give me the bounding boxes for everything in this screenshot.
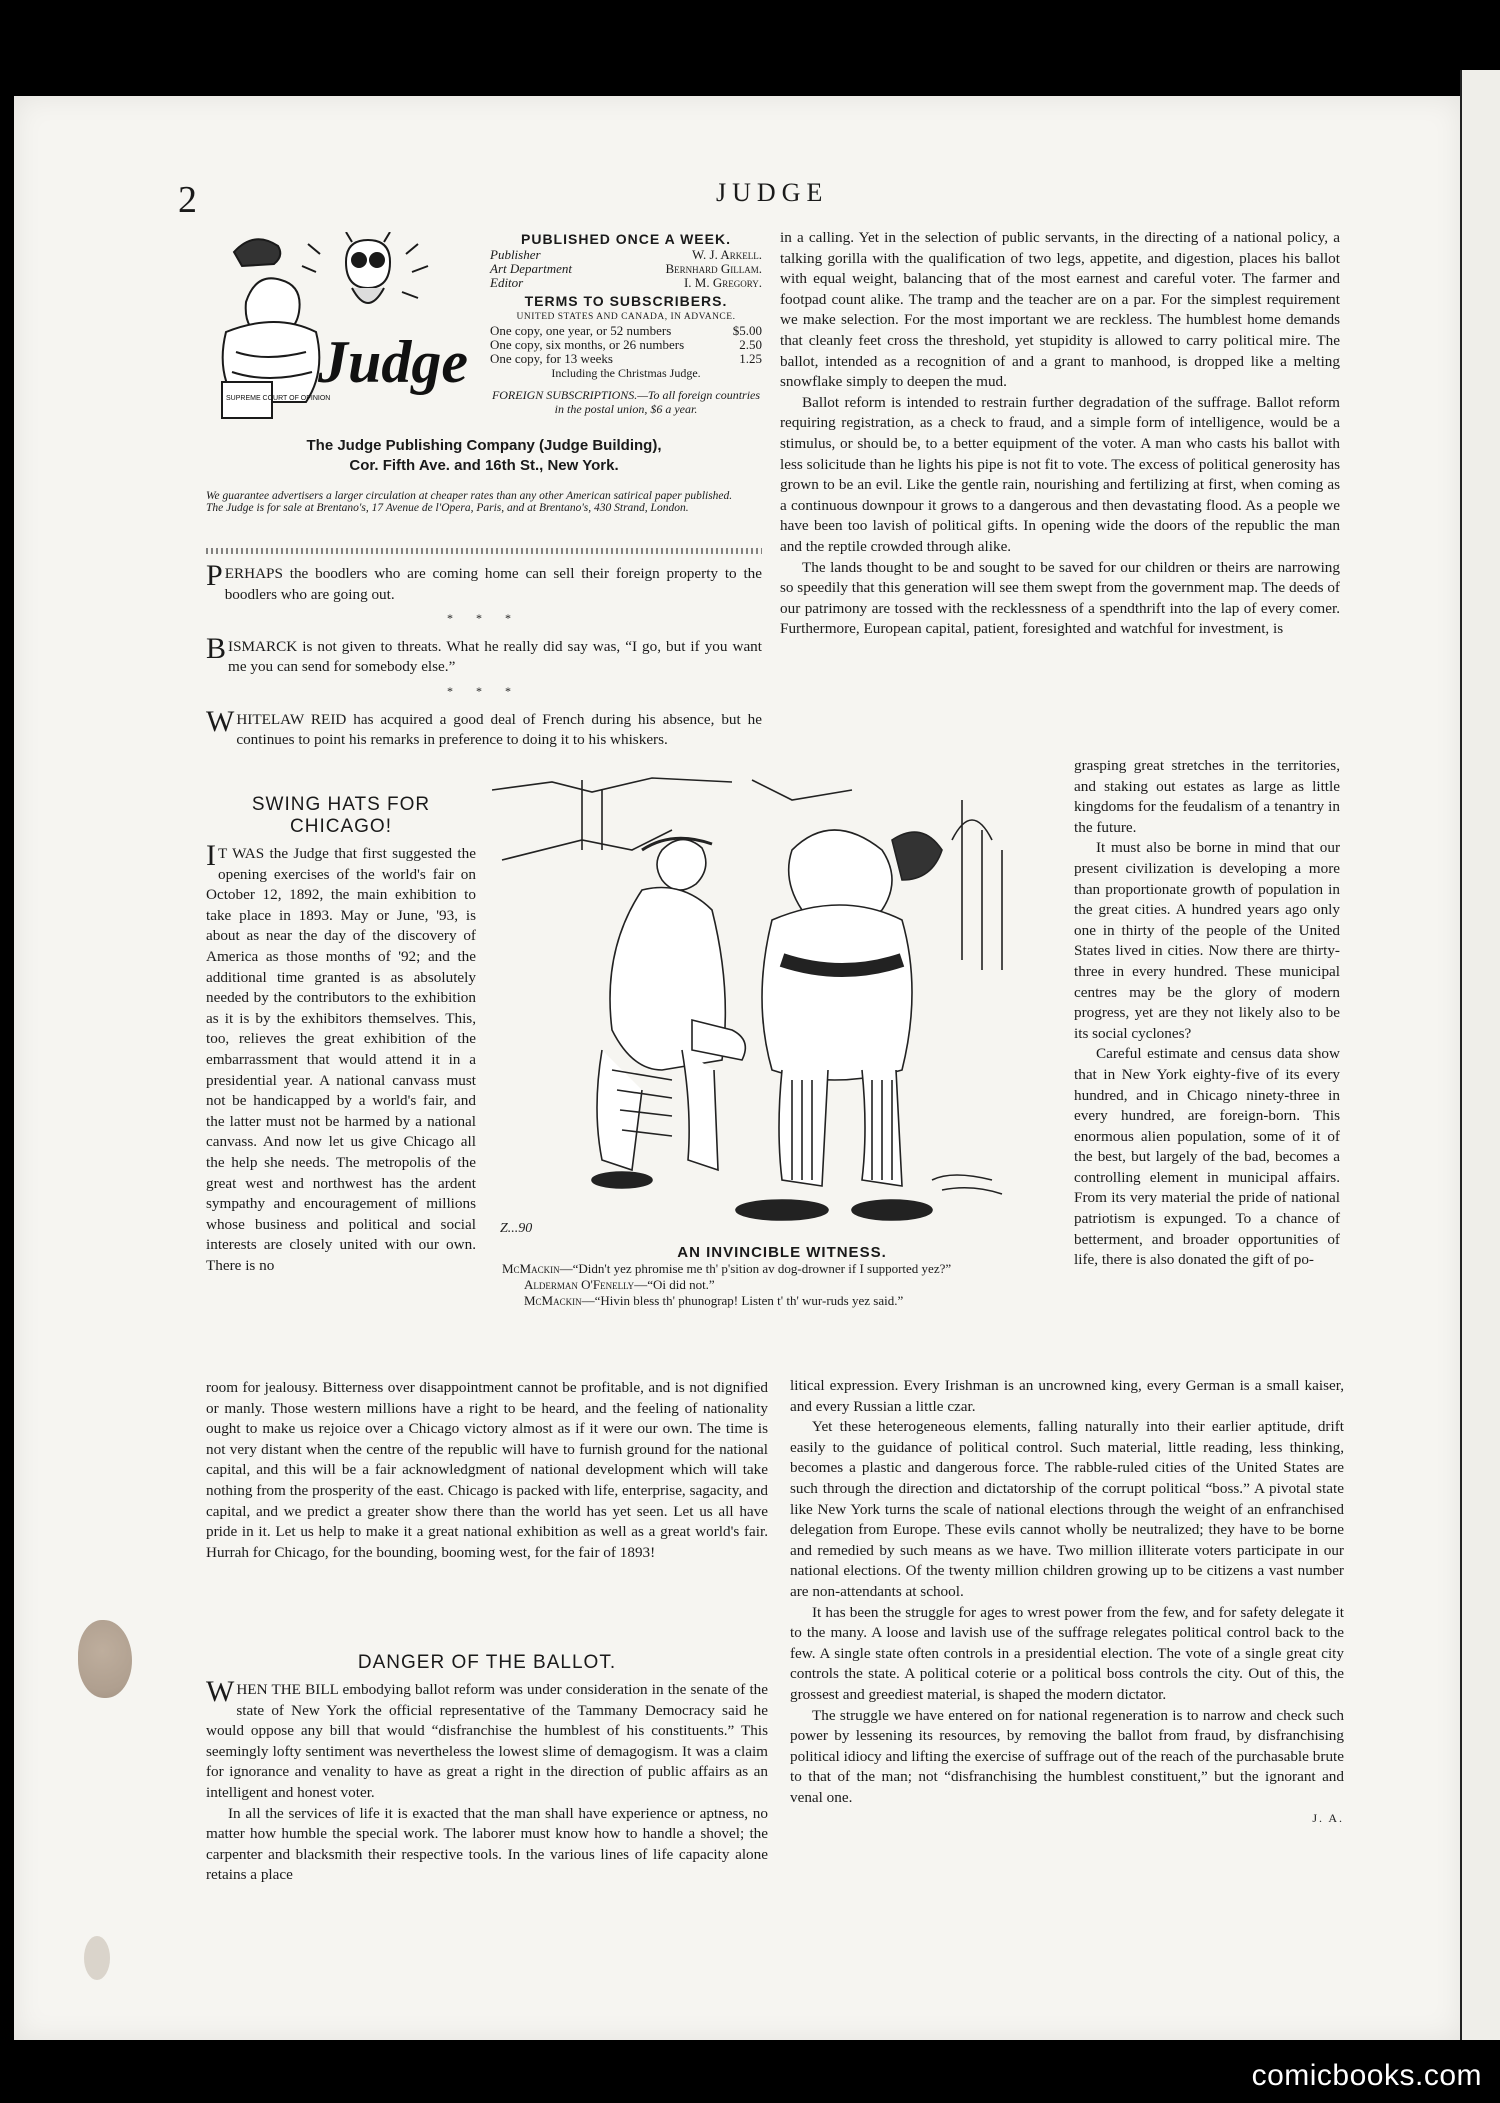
separator-stars: * * * [447,611,521,626]
terms-row: One copy, six months, or 26 numbers 2.50 [490,337,762,352]
running-head: JUDGE [716,178,829,207]
author-signature: J. A. [1312,1811,1344,1826]
publisher-address: The Judge Publishing Company (Judge Building), Cor. Fifth Ave. and 16th St., New York. [306,437,662,474]
ballot-paragraph: The struggle we have entered on for national regeneration is to narrow and check such power by lessening its resources, by removing the ballot from fraud, by disfranchising political idiocy and lifting the exercise of suffrage out of the reach of the purchasable brute to that of the man; not “disfranchising the humblest constituent,” but the ignorant and venal one. [790,1706,1344,1806]
caption-line: McMackin—“Didn't yez phromise me th' p'sition av dog-drowner if I supported yez?” [502,1261,952,1276]
article-ballot-continued [780,228,1340,640]
swing-paragraph-narrow: I T WAS the Judge that first suggested the opening exercises of the world's fair on October 12, 1892, the main exhibition to take place in 1893. May or June, '93, is about as near the day of the discovery of America as those months of '92; and the additional time granted is as absolutely needed by the contributors to the exhibition as it is by the exhibitors themselves. This, too, relieves the great exhibition of the embarrassment that would attend it in a presidential year. A national canvass must not be handicapped by a world's fair, and the latter must not be harmed by a national canvass. And now let us give Chicago all the help she needs. The metropolis of the great west and northwest has the ardent sympathy and encouragement of millions whose business and political and social interests are closely united with our own. There is no [206,839,476,1274]
paper-stain [78,1620,132,1698]
staff-row: Editor I. M. Gregory. [490,275,762,290]
page-number: 2 [178,179,197,221]
judge-logo-illustration [206,232,484,420]
paragraph-whitelaw-reid: WHITELAW REID has acquired a good deal of French during his absence, but he continues to point his remarks in preference to doing it to his whiskers. [206,704,762,749]
publication-info [490,228,762,416]
headline-swing-hats: SWING HATS FOR CHICAGO! [251,794,431,837]
staff-row: Art Department Bernhard Gillam. [490,261,762,276]
headline-danger-of-ballot: DANGER OF THE BALLOT. [357,1652,617,1673]
ballot-paragraph: The lands thought to be and sought to be saved for our children or theirs are narrowing so speedily that this generation will see them swept from the government map. The deeds of our patrimony are tossed with the recklessness of a spendthrift into the lap of every comer. Furthermore, European capital, patient, foresighted and watchful for investment, is [780,558,1340,638]
terms-row: One copy, for 13 weeks 1.25 [490,351,762,366]
paragraph-boodlers: PERHAPS the boodlers who are coming home can sell their foreign property to the boodlers who are going out. [206,559,762,603]
ballot-paragraph: WHEN THE BILL embodying ballot reform was under consideration in the senate of the state of New York the official representative of the Tammany Democracy said he would oppose any bill that would “disfranchise the humblest of his constituents.” This seemingly lofty sentiment was nevertheless the lowest slime of demagogism. It was a claim for ignorance and venality to have as great a right in the direction of public affairs as an intelligent and honest voter. [206,1675,768,1801]
ballot-paragraph: in a calling. Yet in the selection of public servants, in the directing of a national policy, a talking gorilla with the qualification of two legs, appetite, and digestion, places his ballot with equal weight, balancing that of the most earnest and careful voter. The farmer and footpad count alike. The tramp and the teacher are on a par. For the simplest requirement we make selection. For the most important we are reckless. The humblest home demands that cleanly feet cross the threshold, yet stupidity is allowed to carry political mire. The ballot, intended as a recognition of and a grant to manhood, is dropped like a melting snowflake simply to deepen the mud. [780,229,1340,391]
foreign-subscriptions: FOREIGN SUBSCRIPTIONS.—To all foreign countries in the postal union, $6 a year. [491,388,761,416]
ballot-narrow-column [1074,756,1340,1271]
paper-stain [84,1936,110,1980]
ballot-paragraph: In all the services of life it is exacted that the man shall have experience or aptness, no matter how humble the special work. The laborer must know how to handle a shovel; the carpenter and blacksmith their respective tools. In the various lines of life capacity alone retains a place [206,1804,768,1884]
ballot-paragraph: Careful estimate and census data show that in New York eighty-five of its every hundred, and in Chicago ninety-three in every hundred, are foreign-born. This enormous alien population, some of it of the best, but largely of the bad, becomes a controlling element in municipal affairs. From its very material the pride of national patriotism is expunged. To a chance of betterment, and broader opportunities of life, there is also donated the gift of po- [1074,1045,1340,1269]
ballot-paragraph: grasping great stretches in the territories, and staking out estates as large as little kingdoms for the feudalism of a tenantry in the future. [1074,757,1340,836]
ballot-paragraph: It has been the struggle for ages to wrest power from the few, and for safety delegate it to the many. A loose and lavish use of the suffrage relegates political control back to the few. A single state often controls in a presidential election. The vote of a single great city controls the state. A political coterie or a political boss controls the city. Out of this, the grossest and greediest material, is shaped the modern dictator. [790,1603,1344,1703]
cartoon-illustration [492,770,1070,1240]
staff-row: Publisher W. J. Arkell. [490,247,762,262]
ballot-paragraph: Yet these heterogeneous elements, falling naturally into their earlier aptitude, drift easily to the guidance of political control. Such material, little reading, less thinking, becomes a plastic and dangerous force. The rabble-ruled cities of the United States are such through the direction and dictatorship of the corrupt political “boss.” A pivotal state like New York turns the scale of national elections through the weight of an enfranchised delegation from Europe. These evils cannot wholly be neutralized; they have to be borne and remedied by such means as we have. Two million illiterate voters participate in our national elections. Of the twenty million children growing up to be citizens a vast number are non-attendants at school. [790,1418,1344,1600]
ballot-paragraph: It must also be borne in mind that our present civilization is developing a more than proportionate growth of population in the great cities. A hundred years ago only one in thirty of the people of the United States lived in cities. Now there are thirty-three in every hundred. These municipal centres may be the glory of modern progress, yet are they not likely also to be its social cyclones? [1074,839,1340,1042]
terms-title: TERMS TO SUBSCRIBERS. [524,293,728,309]
paragraph-bismarck: BISMARCK is not given to threats. What he really did say was, “I go, but if you want me you can send for somebody else.” [206,631,762,676]
article-swing-hats [206,790,476,1276]
separator-stars: * * * [447,683,521,698]
swing-paragraph-wide: room for jealousy. Bitterness over disappointment cannot be profitable, and is not dignified or manly. Those western millions have a right to be heard, and the feeling of nationality ought to make us rejoice over a Chicago victory almost as if it were our own. The time is not very distant when the centre of the republic will have to furnish ground for the national capital, and this will be a fair acknowledgment of national development which will take nothing from the prosperity of the east. Chicago is packed with life, enterprise, sagacity, and capital, and we predict a greater show there than the world has yet seen. Let us all have pride in it. Let us help to make it a great national exhibition as well as a great world's fair. Hurrah for Chicago, for the bounding, booming west, for the fair of 1893! [206,1379,768,1561]
caption-line: Alderman O'Fenelly—“Oi did not.” [524,1277,715,1292]
site-watermark: comicbooks.com [1251,2059,1482,2092]
artist-signature: Z...90 [500,1221,533,1236]
published-line: PUBLISHED ONCE A WEEK. [521,231,731,247]
judge-logo-text: Judge [318,329,468,395]
caption-line: McMackin—“Hivin bless th' phunograp! Listen t' th' wur-ruds yez said.” [524,1293,904,1308]
ballot-bottom-column [790,1376,1344,1829]
cartoon-title: AN INVINCIBLE WITNESS. [677,1244,887,1261]
article-danger-of-ballot [206,1648,768,1886]
ballot-paragraph: litical expression. Every Irishman is an uncrowned king, every German is a small kaiser, and every Russian a little czar. [790,1377,1344,1415]
editorial-paragraphs [206,559,762,751]
next-page-edge [1460,70,1500,2040]
wavy-rule [206,548,762,554]
advertiser-notice: We guarantee advertisers a larger circulation at cheaper rates than any other American satirical paper published. The Judge is for sale at Brentano's, 17 Avenue de l'Opera, Paris, and at Brentano's, 430 Strand, London. [206,490,733,514]
terms-sub: UNITED STATES AND CANADA, IN ADVANCE. [516,312,736,322]
ballot-paragraph: Ballot reform is intended to restrain further degradation of the suffrage. Ballot reform requiring registration, as a check to fraud, and a simple form of intelligence, would be a stimulus, or should be, to a better equipment of the voter. A man who casts his ballot with less solicitude than he lights his pipe is not fit to vote. The excess of political generosity has grown to be an evil. Like the gentle rain, nourishing and fertilizing at first, when coming as a continuous downpour it grows to a dangerous and then devastating flood. As a people we have been too lavish of political gifts. In opening wide the doors of the republic the man and the reptile crowded through alike. [780,393,1340,555]
terms-note: Including the Christmas Judge. [551,366,701,380]
cartoon-caption [502,1244,1062,1309]
box-label: SUPREME COURT OF OPINION [226,395,331,402]
terms-row: One copy, one year, or 52 numbers $5.00 [490,323,762,338]
